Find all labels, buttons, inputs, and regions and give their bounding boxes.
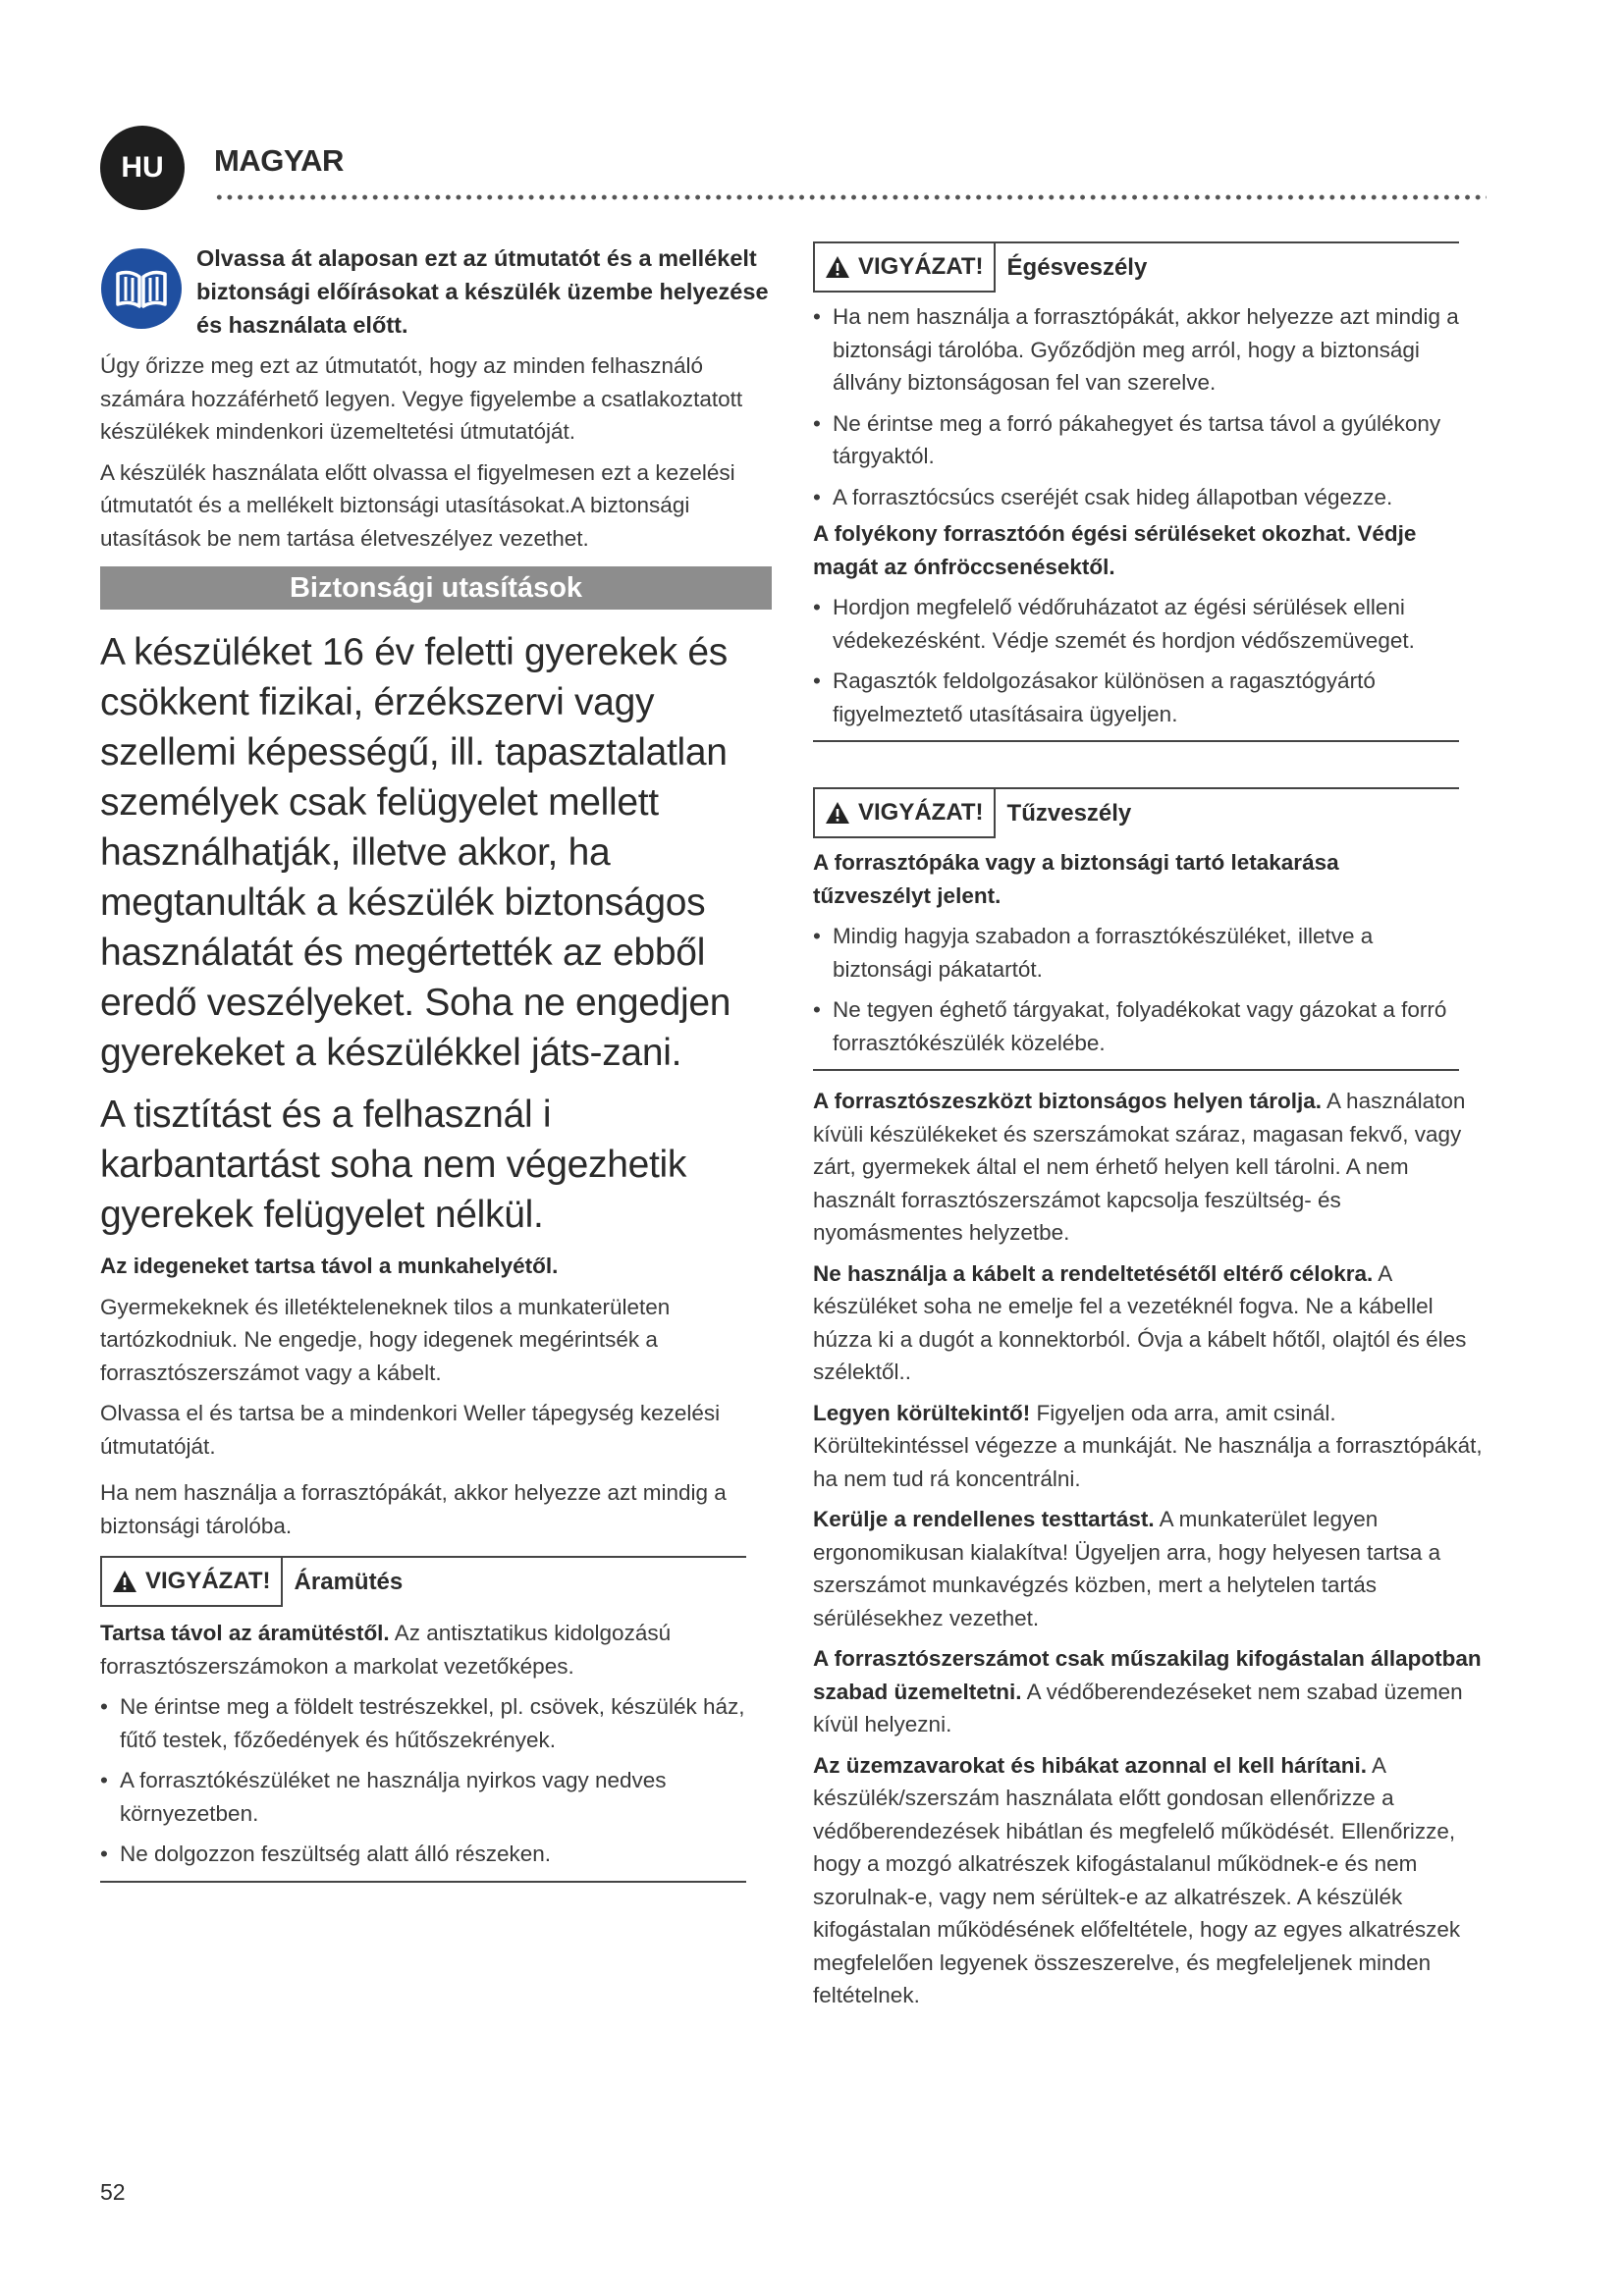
shock-lead (100, 1617, 746, 1682)
language-code-badge (100, 126, 185, 210)
paragraph-bold: A forrasztószeszközt biztonságos helyen tárolja. (813, 1089, 1323, 1113)
weller-text: Olvassa el és tartsa be a mindenkori Weller tápegység kezelési útmutatóját. (100, 1401, 721, 1459)
strangers-text: Gyermekeknek és illetékteleneknek tilos a munkaterületen tartózkodniuk. Ne engedje, hogy idegenek megérintsék a forrasztószerszámot vagy a kábelt. (100, 1294, 671, 1385)
holder-text: Ha nem használja a forrasztópákát, akkor helyezze azt mindig a biztonsági tárolóba. (100, 1480, 727, 1538)
warning-badge (100, 1558, 283, 1607)
warning-label: VIGYÁZAT! (858, 799, 984, 826)
paragraph-text: A használaton kívüli készülékeket és szerszámokat száraz, magasan fekvő, vagy zárt, gyermekek által el nem érhető helyen kell tárolni. A nem használt forrasztószerszámot kapcsolja feszültség- és nyomásmentes helyzetbe. (813, 1089, 1466, 1245)
warning-badge (813, 789, 996, 838)
page-number: 52 (100, 2179, 126, 2205)
dotted-divider (214, 193, 1487, 201)
language-code: HU (121, 151, 164, 184)
burn-list-1 (813, 300, 1459, 513)
manual-book-icon (100, 247, 183, 330)
warning-shock-title: Áramütés (294, 1569, 404, 1595)
section-title-bar: Biztonsági utasítások (100, 566, 772, 610)
intro-block (100, 241, 772, 342)
paragraph-bold: A forrasztószerszámot csak műszakilag kifogástalan állapotban szabad üzemeltetni. (813, 1646, 1482, 1704)
posture-paragraph (813, 1503, 1490, 1634)
cable-paragraph (813, 1257, 1490, 1389)
burn-list-2 (813, 591, 1459, 730)
intro-paragraph-1: Úgy őrizze meg ezt az útmutatót, hogy az minden felhasználó számára hozzáférhető legyen. Vegye figyelembe a csatlakoztatott készülékek mindenkori üzemeltetési útmutatóját. (100, 353, 743, 444)
warning-triangle-icon (825, 801, 850, 825)
warning-label: VIGYÁZAT! (858, 253, 984, 280)
shock-lead-bold: Tartsa távol az áramütéstől. (100, 1621, 390, 1645)
careful-paragraph (813, 1397, 1490, 1496)
warning-burn-header (813, 243, 1459, 293)
faults-paragraph (813, 1749, 1490, 2012)
warning-badge (813, 243, 996, 293)
list-item: • Ne érintse meg a forró pákahegyet és tartsa távol a gyúlékony tárgyaktól. (813, 407, 1459, 473)
children-warning-large: A készüléket 16 év feletti gyerekek és csökkent fizikai, érzékszervi vagy szellemi képességű, ill. tapasztalatlan személyek csak felügyelet mellett használhatják, illetve akkor, ha megtanulták a készülék biztonságos használatát és megértették az ebből eredő veszélyeket. Soha ne engedjen gyerekeket a készülékkel játs-zani. (100, 631, 731, 1074)
list-item: • A forrasztócsúcs cseréjét csak hideg állapotban végezze. (813, 481, 1459, 514)
paragraph-text: Figyeljen oda arra, amit csinál. Körültekintéssel végezze a munkáját. Ne használja a forrasztópákát, ha nem tud rá koncentrálni. (813, 1400, 1483, 1491)
warning-fire-block (813, 787, 1459, 1071)
intro-paragraph-2: A készülék használata előtt olvassa el figyelmesen ezt a kezelési útmutatót és a mellékelt biztonsági utasításokat.A biztonsági utasítások be nem tartása életveszélyez vezethet. (100, 459, 735, 551)
warning-shock-header (100, 1558, 746, 1607)
fire-list (813, 920, 1459, 1059)
storage-paragraph (813, 1085, 1490, 1250)
warning-triangle-icon (825, 255, 850, 279)
cleaning-warning-large: A tisztítást és a felhasznál i karbantartást soha nem végezhetik gyerekek felügyelet nélkül. (100, 1094, 687, 1236)
list-item: • Ne dolgozzon feszültség alatt álló részeken. (100, 1838, 746, 1871)
shock-list (100, 1690, 746, 1871)
warning-shock-block (100, 1556, 746, 1883)
right-column (813, 241, 1490, 2012)
burn-bold-paragraph: A folyékony forrasztóón égési sérüléseket okozhat. Védje magát az ónfröccsenésektől. (813, 521, 1417, 579)
fire-bold-paragraph: A forrasztópáka vagy a biztonsági tartó letakarása tűzveszélyt jelent. (813, 850, 1339, 908)
list-item: • Ne tegyen éghető tárgyakat, folyadékokat vagy gázokat a forró forrasztókészülék közelébe. (813, 993, 1459, 1059)
list-item: • Ha nem használja a forrasztópákát, akkor helyezze azt mindig a biztonsági tárolóba. Győződjön meg arról, hogy a biztonsági állvány biztonságosan fel van szerelve. (813, 300, 1459, 400)
condition-paragraph (813, 1642, 1490, 1741)
list-item: • Mindig hagyja szabadon a forrasztókészüléket, illetve a biztonsági pákatartót. (813, 920, 1459, 986)
warning-burn-block (813, 241, 1459, 742)
paragraph-bold: Az üzemzavarokat és hibákat azonnal el kell hárítani. (813, 1752, 1367, 1778)
list-item: • Ragasztók feldolgozásakor különösen a ragasztógyártó figyelmeztető utasításaira ügyeljen. (813, 665, 1459, 730)
language-title: MAGYAR (214, 143, 344, 178)
paragraph-bold: Kerülje a rendellenes testtartást. (813, 1507, 1155, 1531)
left-column (100, 241, 772, 1883)
strangers-heading: Az idegeneket tartsa távol a munkahelyétől. (100, 1254, 559, 1278)
warning-fire-header (813, 789, 1459, 838)
list-item: • Ne érintse meg a földelt testrészekkel, pl. csövek, készülék ház, fűtő testek, főzőedények és hűtőszekrények. (100, 1690, 746, 1756)
paragraph-text: A készüléket soha ne emelje fel a vezetéknél fogva. Ne a kábellel húzza ki a dugót a konnektorból. Óvja a kábelt hőtől, olajtól és éles szélektől.. (813, 1260, 1467, 1384)
paragraph-bold: Ne használja a kábelt a rendeltetésétől eltérő célokra. (813, 1260, 1374, 1286)
paragraph-text: A védőberendezéseket nem szabad üzemen kívül helyezni. (813, 1679, 1463, 1736)
paragraph-bold: Legyen körültekintő! (813, 1400, 1031, 1425)
warning-burn-title: Égésveszély (1006, 254, 1148, 281)
list-item: • A forrasztókészüléket ne használja nyirkos vagy nedves környezetben. (100, 1764, 746, 1830)
paragraph-text: A készülék/szerszám használata előtt gondosan ellenőrizze a védőberendezések hibátlan és megfelelő működését. Ellenőrizze, hogy a mozgó alkatrészek kifogástalanul működnek-e és nem szorulnak-e, vagy nem sérültek-e az alkatrészek. A készülék kifogástalan működésének előfeltétele, hogy az egyes alkatrészek megfelelően legyenek összeszerelve, és megfeleljenek minden feltételnek. (813, 1752, 1461, 2007)
intro-bold-text: Olvassa át alaposan ezt az útmutatót és a mellékelt biztonsági előírásokat a készülék üzembe helyezése és használata előtt. (196, 245, 769, 338)
warning-label: VIGYÁZAT! (145, 1568, 271, 1594)
paragraph-text: A munkaterület legyen ergonomikusan kialakítva! Ügyeljen arra, hogy helyesen tartsa a szerszámot munkavégzés közben, mert a helytelen tartás sérülésekhez vezethet. (813, 1507, 1441, 1630)
warning-triangle-icon (112, 1570, 137, 1593)
warning-fire-title: Tűzveszély (1006, 800, 1132, 827)
list-item: • Hordjon megfelelő védőruházatot az égési sérülések elleni védekezésként. Védje szemét és hordjon védőszemüveget. (813, 591, 1459, 657)
shock-lead-text: Az antisztatikus kidolgozású forrasztószerszámokon a markolat vezetőképes. (100, 1621, 672, 1679)
